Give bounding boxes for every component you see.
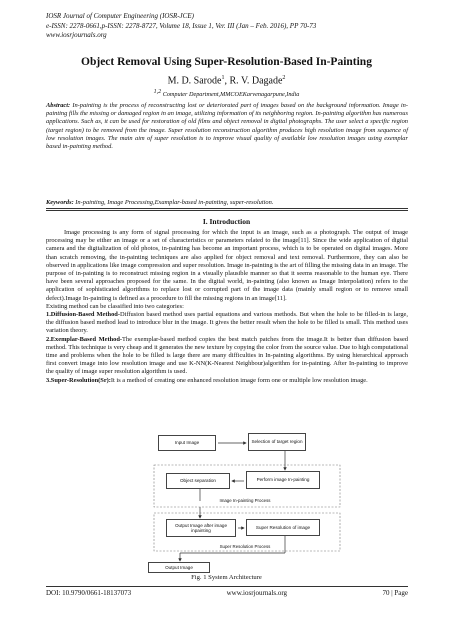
box-selection-target: Selection of target region [248,433,306,451]
keywords-label: Keywords: [46,199,74,206]
author-1-sup: 1 [221,75,225,81]
paragraph-categories: Existing method can be classified into two categories: [46,302,184,310]
paragraph-intro: Image processing is any form of signal processing for which the input is an image, such as a photograph. The output of image processing may be either an image or a set of characteristics or parameters related to the image[11]. Since the wide application of digital camera and the digitalization of old photos, in-painting has become an important process, which is to be operated on digital images. More than scratch removing, the in-painting techniques are also applied for object removal and text removal. Furthermore, they can also be observed in applications like image compression and super resolution. Image in-painting is the art of filling the missing data in an image. The purpose of in-painting is to reconstruct missing region in a visually plausible manner so that it seems reasonable to the human eye. There have been several approaches proposed for the same. In the digital world, in-painting (also known as Image Interpolation) refers to the application of sophisticated algorithms to replace lost or corrupted part of the image data (mainly small region or to remove small defect).Image In-painting is defined as a procedure to fill the missing regions in an image[11]. [46,229,408,302]
figure-caption: Fig. 1 System Architecture [191,574,262,581]
label-sr-process: Super Resolution Process [219,544,271,549]
footer-divider [46,586,408,587]
affiliation-sup: 1,2 [153,89,162,95]
affiliation-text: Computer Department,MMCOEKarvenagarpune,India [161,91,300,99]
exemplar-label: 2.Exemplar-Based Method- [46,335,123,343]
box-input-image: Input Image [158,435,216,451]
box-perform-inpainting: Perform image In-painting [246,471,320,489]
abstract-text: In-painting is the process of reconstructing lost or deteriorated part of images based on the background information. Image in-painting fills the missing or damaged region in an image, utilizing information of its neighboring region. In-painting algorithm has numerous applications. Such as, it can be used for restoration of old films and object removal in digital photographs. The user select a specific region (target region) to be removed from the image. Super resolution reconstruction algorithm produces high resolution image from sequence of low resolution images. The main aim of super resolution is to improve visual quality of available low resolution images using exemplar based in-painting method. [46,102,408,151]
label-inpainting-process: Image In-painting Process [219,498,271,503]
keywords-text: In-painting, Image Processing,Examplar-based in-painting, super-resolution. [73,199,274,206]
journal-website: www.iosrjournals.org [46,31,107,39]
abstract-label: Abstract: [46,102,71,109]
author-separator: , [224,75,230,87]
diffusion-text: Diffusion based method uses partial equations and various methods. But when the hole to be filled-in is large, the diffusion based method lead to introduce blur in the image. It gives the better result when the hole to be filled is small. This method uses variation theory. [46,311,408,335]
page-footer [46,589,408,597]
paper-title: Object Removal Using Super-Resolution-Based In-Painting [81,56,372,68]
exemplar-text: The exemplar-based method copies the best match patches from the image.It is better than diffusion based method. This technique is very cheap and it generates the new texture by copying the color from the source value. Due to high computational time and problems when the hole to be filled is large there are many difficulties in In-painting algorithms. By using hierarchical approach first convert image into low resolution image and use K-NN(K-Nearest Neighbour)algorithm for in-painting. After In-painting to improve the quality of image super resolution algorithm is used. [46,335,408,376]
footer-page: 70 | Page [382,589,408,597]
author-1: M. D. Sarode [167,75,222,87]
box-object-separation: Object separation [166,473,230,489]
journal-issn: e-ISSN: 2278-0661,p-ISSN: 2278-8727, Volume 18, Issue 1, Ver. III (Jan – Feb. 2016), PP 70-73 [46,21,317,30]
author-2: R. V. Dagade [229,75,283,87]
footer-site: www.iosrjournals.org [226,589,288,597]
author-2-sup: 2 [282,75,286,81]
super-resolution-text: It is a method of creating one enhanced resolution image form one or multiple low resolution image. [110,376,368,384]
journal-name: IOSR Journal of Computer Engineering (IOSR-JCE) [46,12,194,20]
diffusion-label: 1.Diffusion-Based Method- [46,311,120,319]
box-output-after-inpainting: Output Image after image inpainting [166,519,236,537]
box-super-resolution: Super Resolution of image [246,519,320,536]
box-output-image: Output Image [148,562,210,573]
super-resolution-label: 3.Super-Resolution(Sr): [46,376,111,384]
section-heading: I. Introduction [202,217,251,226]
footer-doi: DOI: 10.9790/0661-18137073 [46,589,132,597]
